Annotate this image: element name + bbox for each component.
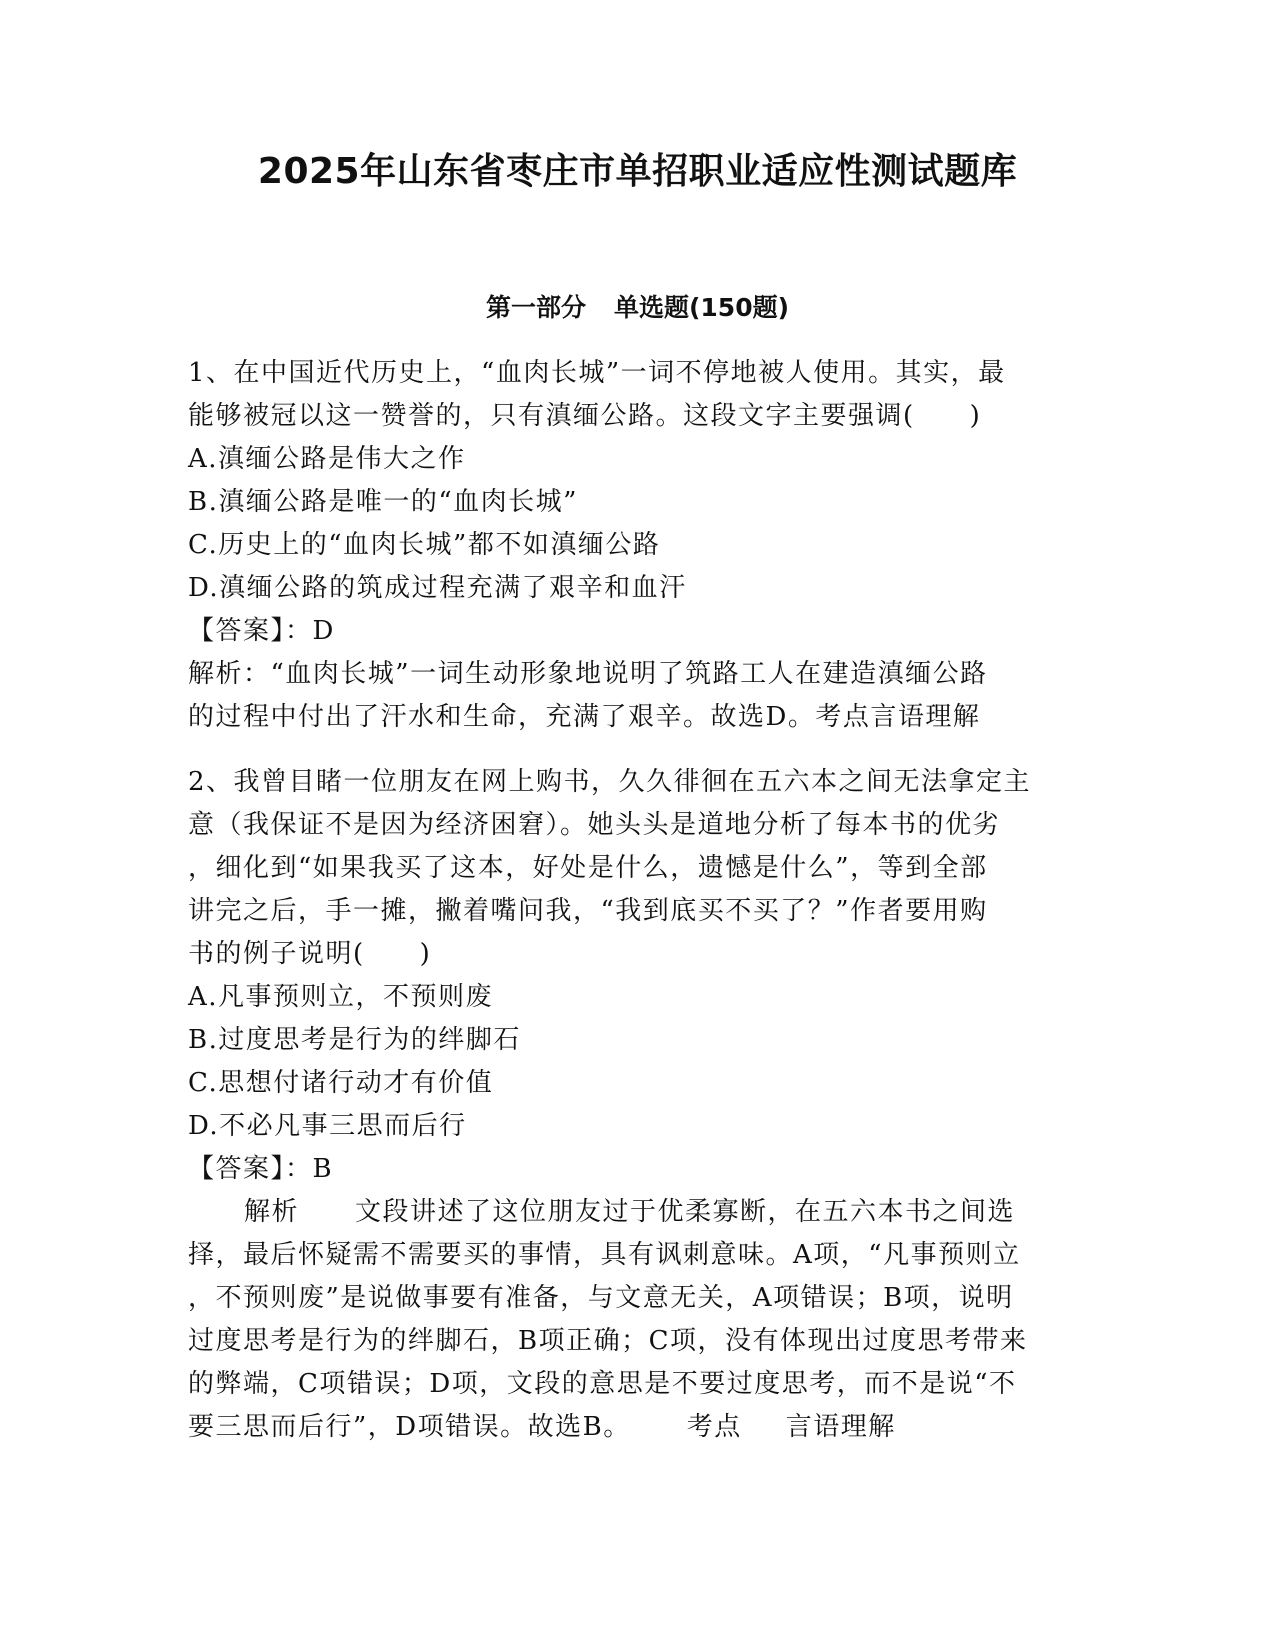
question-stem-line: ，细化到“如果我买了这本，好处是什么，遗憾是什么”，等到全部	[188, 853, 988, 883]
topic-label: 考点	[686, 1412, 742, 1442]
option-b: B.过度思考是行为的绊脚石	[188, 1025, 521, 1055]
answer-line	[188, 610, 1088, 653]
question-stem-line: 2、我曾目睹一位朋友在网上购书，久久徘徊在五六本之间无法拿定主	[188, 767, 1032, 797]
analysis-line: 择，最后怀疑需不需要买的事情，具有讽刺意味。A项，“凡事预则立	[188, 1240, 1021, 1270]
analysis-line: 的弊端，C项错误；D项，文段的意思是不要过度思考，而不是说“不	[188, 1369, 1017, 1399]
document-title: 2025年山东省枣庄市单招职业适应性测试题库	[257, 151, 1018, 192]
analysis-first-line	[188, 1191, 1088, 1234]
question-stem-line: 书的例子说明( )	[188, 939, 432, 969]
question-2	[188, 761, 1088, 1449]
question-stem-line: 1、在中国近代历史上，“血肉长城”一词不停地被人使用。其实，最	[188, 358, 1006, 388]
analysis-text: 文段讲述了这位朋友过于优柔寡断，在五六本书之间选	[355, 1197, 1016, 1227]
analysis-line: 的过程中付出了汗水和生命，充满了艰辛。故选D。考点言语理解	[188, 702, 981, 732]
analysis-last-line	[188, 1406, 1088, 1449]
answer-value: B	[312, 1154, 334, 1184]
answer-label: 【答案】：	[188, 1154, 313, 1184]
question-stem-line: 讲完之后，手一摊，撇着嘴问我，“我到底买不买了？”作者要用购	[188, 896, 988, 926]
option-a: A.滇缅公路是伟大之作	[188, 444, 466, 474]
question-1	[188, 352, 1088, 739]
question-stem-line: 意（我保证不是因为经济困窘）。她头头是道地分析了每本书的优劣	[188, 810, 1001, 840]
answer-value: D	[312, 616, 335, 646]
topic-value: 言语理解	[785, 1412, 896, 1442]
question-stem-line: 能够被冠以这一赞誉的，只有滇缅公路。这段文字主要强调( )	[188, 401, 982, 431]
analysis-text: 要三思而后行”，D项错误。故选B。	[188, 1412, 631, 1442]
analysis-heading: 解析	[244, 1197, 300, 1227]
answer-line	[188, 1148, 1088, 1191]
option-b: B.滇缅公路是唯一的“血肉长城”	[188, 487, 578, 517]
option-c: C.历史上的“血肉长城”都不如滇缅公路	[188, 530, 661, 560]
answer-label: 【答案】：	[188, 616, 313, 646]
analysis-line: ，不预则废”是说做事要有准备，与文意无关，A项错误；B项，说明	[188, 1283, 1014, 1313]
section-name: 单选题(150题)	[613, 293, 790, 322]
option-d: D.不必凡事三思而后行	[188, 1111, 467, 1141]
section-heading	[0, 290, 1275, 326]
option-a: A.凡事预则立，不预则废	[188, 982, 494, 1012]
option-c: C.思想付诸行动才有价值	[188, 1068, 494, 1098]
analysis-line: 解析：“血肉长城”一词生动形象地说明了筑路工人在建造滇缅公路	[188, 659, 988, 689]
section-part: 第一部分	[485, 293, 586, 322]
option-d: D.滇缅公路的筑成过程充满了艰辛和血汗	[188, 573, 687, 603]
analysis-line: 过度思考是行为的绊脚石，B项正确；C项，没有体现出过度思考带来	[188, 1326, 1028, 1356]
